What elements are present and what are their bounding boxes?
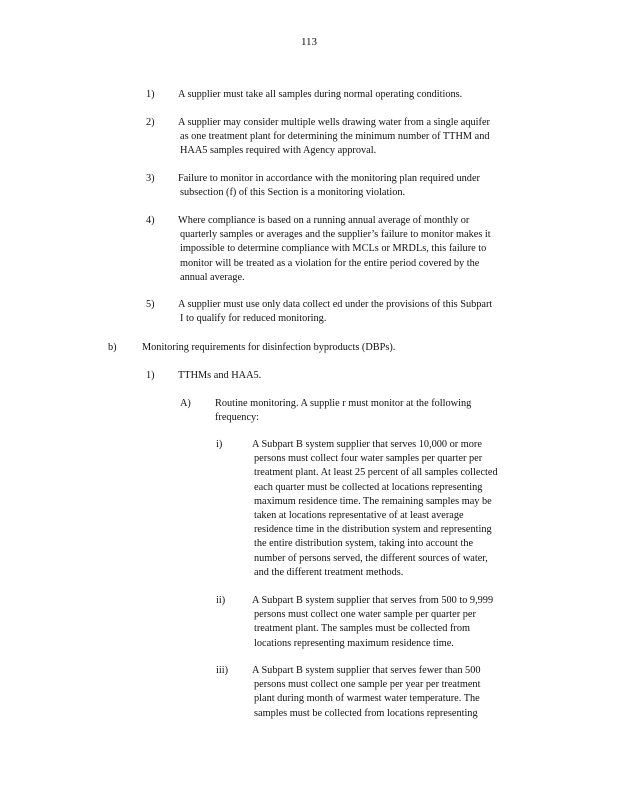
item-text: A supplier must use only data collect ed under the provisions of this Subpart I to qualify for reduced monitoring. [178,299,493,325]
item-text: A supplier may consider multiple wells drawing water from a single aquifer as one treatment plant for determining the minimum number of TTHM and HAA5 samples required with Agency approval. [178,117,490,157]
item-label: iii) [216,665,229,676]
item-text: Where compliance is based on a running annual average of monthly or quarterly samples or averages and the supplier’s failure to monitor makes it impossible to determine compliance with MCLs or MRDLs, this failure to monitor will be treated as a violation for the entire period covered by the annual average. [178,215,491,283]
item-label: ii) [216,595,226,606]
item-label: 1) [146,370,155,381]
item-label: A) [180,398,191,409]
item-text: A supplier must take all samples during normal operating conditions. [178,89,463,100]
item-label: 1) [146,89,155,100]
item-text: Failure to monitor in accordance with the monitoring plan required under subsection (f) of this Section is a monitoring violation. [178,173,480,199]
item-text: A Subpart B system supplier that serves 10,000 or more persons must collect four water samples per quarter per treatment plant. At least 25 percent of all samples collected each quarter must be collected at locations representing maximum residence time. The remaining samples may be taken at locations representative of at least average residence time in the distribution system and representing the entire distribution system, taking into account the number of persons served, the different sources of water, and the different treatment methods. [252,439,498,578]
item-label: b) [108,342,117,353]
item-text: A Subpart B system supplier that serves fewer than 500 persons must collect one sample per year per treatment plant during month of warmest water temperature. The samples must be collected from locations representing [252,665,481,719]
page-number: 113 [300,36,318,48]
item-label: 2) [146,117,155,128]
item-text: TTHMs and HAA5. [178,370,262,381]
item-label: i) [216,439,223,450]
item-label: 4) [146,215,155,226]
item-text: Monitoring requirements for disinfection byproducts (DBPs). [142,342,396,353]
item-text: A Subpart B system supplier that serves from 500 to 9,999 persons must collect one water sample per quarter per treatment plant. The samples must be collected from locations representing maximum residence time. [252,595,494,649]
item-label: 3) [146,173,155,184]
item-label: 5) [146,299,155,310]
item-text: Routine monitoring. A supplie r must monitor at the following frequency: [215,398,472,424]
